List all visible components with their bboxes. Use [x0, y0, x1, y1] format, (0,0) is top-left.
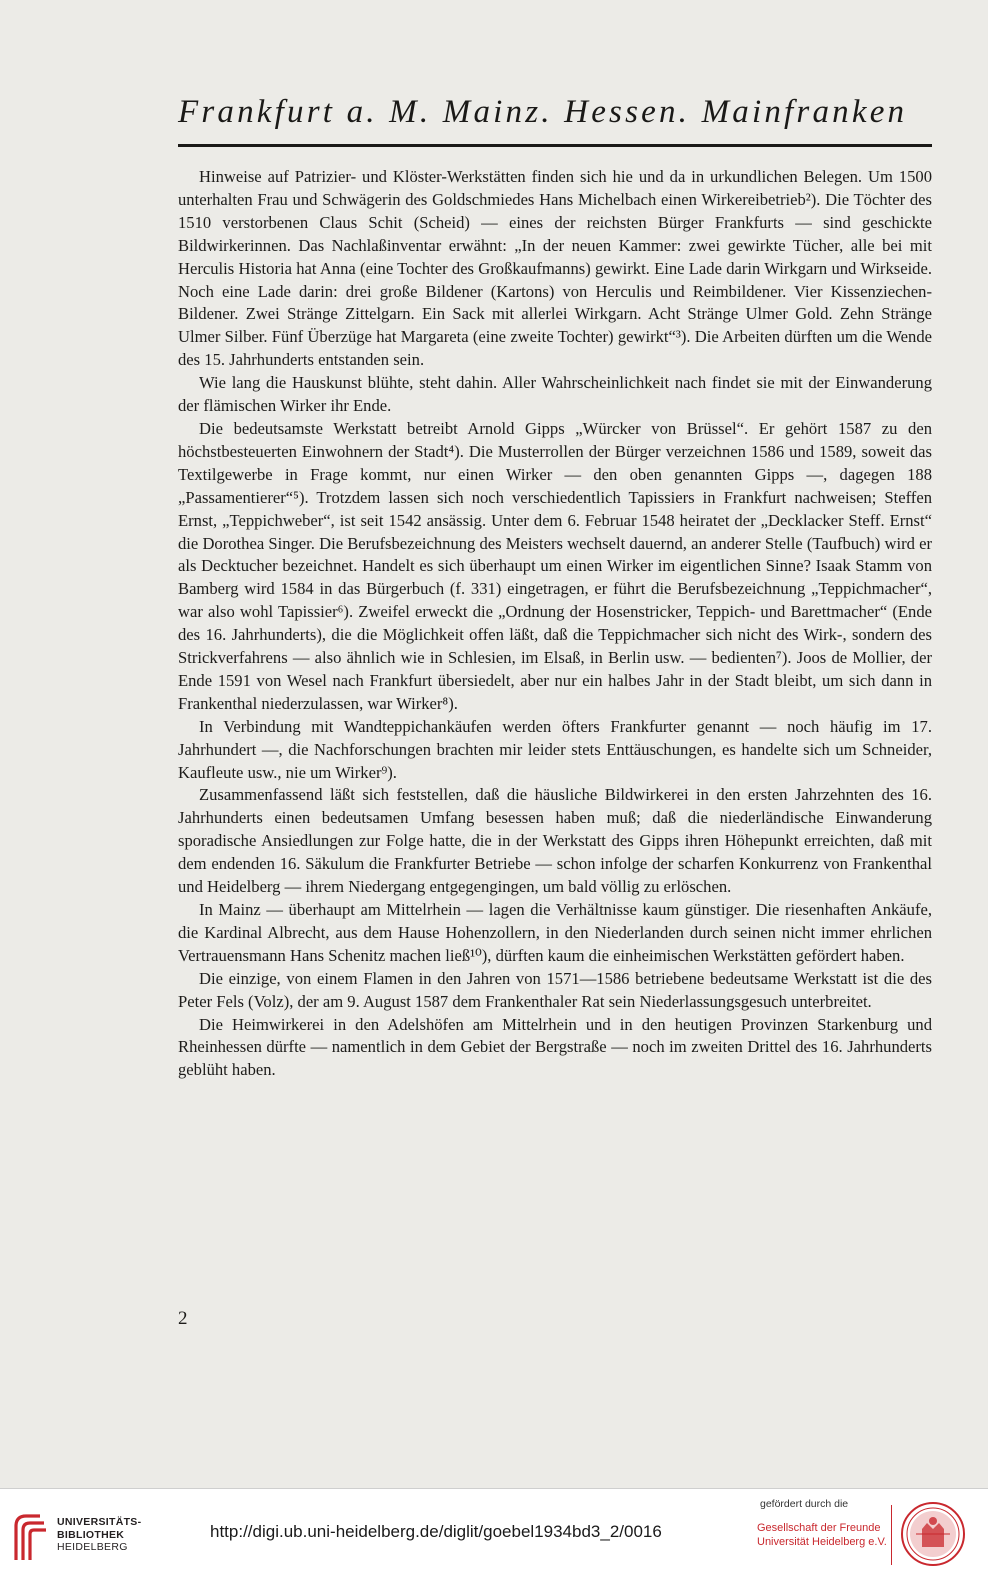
paragraph-8: Die Heimwirkerei in den Adelshöfen am Mittelrhein und in den heutigen Provinzen Starkenburg und Rheinhessen dürfte — namentlich in dem Gebiet der Bergstraße — noch im zweiten Drittel des 16. Jahrhunderts geblüht haben. [178, 1014, 932, 1080]
running-head: Frankfurt a. M. Mainz. Hessen. Mainfranken [178, 94, 908, 130]
permalink-url[interactable]: http://digi.ub.uni-heidelberg.de/diglit/goebel1934bd3_2/0016 [210, 1522, 662, 1541]
paragraph-2: Wie lang die Hauskunst blühte, steht dahin. Aller Wahrscheinlichkeit nach findet sie mit der Einwanderung der flämischen Wirker ihr Ende. [178, 373, 932, 416]
library-name-line1: UNIVERSITÄTS- [57, 1516, 142, 1528]
sponsor-name-line1: Gesellschaft der Freunde [757, 1522, 881, 1534]
ub-heidelberg-logo-icon[interactable] [10, 1510, 50, 1566]
sponsor-divider [891, 1505, 892, 1565]
library-name [57, 1516, 141, 1554]
paragraph-3: Die bedeutsamste Werkstatt betreibt Arnold Gipps „Würcker von Brüssel“. Er gehört 1587 zu den höchstbesteuerten Einwohnern der Stadt⁴). Die Musterrollen der Bürger verzeichnen 1586 und 1589, soweit das Textilgewerbe in Frage kommt, nur einen Wirker — den oben genannten Gipps —, dagegen 188 „Passamentierer“⁵). Trotzdem lassen sich noch verschiedentlich Tapissiers in Frankfurt nachweisen; Steffen Ernst, „Teppichweber“, ist seit 1542 ansässig. Unter dem 6. Februar 1548 heiratet der „Decklacker Steff. Ernst“ die Dorothea Singer. Die Berufsbezeichnung des Meisters wechselt dauernd, an anderer Stelle (Taufbuch) wird er als Decktucher bezeichnet. Handelt es sich überhaupt um einen Wirker im eigentlichen Sinne? Isaak Stamm von Bamberg wird 1584 in das Bürgerbuch (f. 331) eingetragen, er führt die Berufsbezeichnung „Teppichmacher“, war also wohl Tapissier⁶). Zweifel erweckt die „Ordnung der Hosenstricker, Teppich- und Barettmacher“ (Ende des 16. Jahrhunderts), die die Möglichkeit offen läßt, daß die Teppichmacher sich nicht des Wirk-, sondern des Strickverfahrens — also ähnlich wie in Schlesien, im Elsaß, in Berlin usw. — bedienten⁷). Joos de Mollier, der Ende 1591 von Wesel nach Frankfurt übersiedelt, aber nur ein halbes Jahr in der Stadt bleibt, um sich dann in Frankenthal niederzulassen, war Wirker⁸). [178, 418, 932, 713]
paragraph-1: Hinweise auf Patrizier- und Klöster-Werkstätten finden sich hie und da in urkundlichen Belegen. Um 1500 unterhalten Frau und Schwägerin des Goldschmiedes Hans Michelbach einen Wirkereibetrieb²). Die Töchter des 1510 verstorbenen Claus Schit (Scheid) — eines der reichsten Bürger Frankfurts — sind geschickte Bildwirkerinnen. Das Nachlaßinventar erwähnt: „In der neuen Kammer: zwei gewirkte Tücher, alle bei mit Herculis Historia hat Anna (eine Tochter des Großkaufmanns) gewirkt. Eine Lade darin Wirkgarn und Wirkseide. Noch eine Lade darin: drei große Bildener (Kartons) von Herculis und Reimbildener. Vier Kissenziechen-Bildener. Zwei Stränge Zittelgarn. Ein Sack mit allerlei Wirkgarn. Acht Stränge Ulmer Gold. Zehn Stränge Ulmer Silber. Fünf Überzüge hat Margareta (eine zweite Tochter) gewirkt“³). Die Arbeiten dürften um die Wende des 15. Jahrhunderts entstanden sein. [178, 167, 932, 370]
funded-by-label: gefördert durch die [760, 1498, 849, 1510]
header-rule [178, 144, 932, 147]
sponsor-name[interactable] [757, 1521, 887, 1549]
paragraph-7: Die einzige, von einem Flamen in den Jahren von 1571—1586 betriebene bedeutsame Werkstatt ist die des Peter Fels (Volz), der am 9. August 1587 dem Frankenthaler Rat sein Niederlassungsgesuch unterbreitet. [178, 968, 932, 1011]
sponsor-name-line2: Universität Heidelberg e.V. [757, 1536, 887, 1548]
university-seal-icon [900, 1501, 966, 1567]
page-number: 2 [178, 1308, 188, 1329]
body-text [178, 166, 932, 1082]
library-name-line3: HEIDELBERG [57, 1541, 128, 1553]
library-name-line2: BIBLIOTHEK [57, 1528, 125, 1541]
paragraph-4: In Verbindung mit Wandteppichankäufen werden öfters Frankfurter genannt — noch häufig im 17. Jahrhundert —, die Nachforschungen brachten mir leider stets Enttäuschungen, es handelte sich um Schneider, Kaufleute usw., nie um Wirker⁹). [178, 716, 932, 782]
paragraph-6: In Mainz — überhaupt am Mittelrhein — lagen die Verhältnisse kaum günstiger. Die riesenhaften Ankäufe, die Kardinal Albrecht, aus dem Hause Hohenzollern, in den Niederlanden durch seinen nicht immer ehrlichen Vertrauensmann Hans Schenitz machen ließ¹⁰), dürften kaum die einheimischen Werkstätten gefördert haben. [178, 900, 932, 965]
paragraph-5: Zusammenfassend läßt sich feststellen, daß die häusliche Bildwirkerei in den ersten Jahrzehnten des 16. Jahrhunderts einen bedeutsamen Umfang besessen haben muß; daß die niederländische Einwanderung sporadische Ansiedlungen zur Folge hatte, die in der Werkstatt des Gipps ihren Höhepunkt erreichten, daß mit dem endenden 16. Säkulum die Frankfurter Betriebe — schon infolge der scharfen Konkurrenz von Frankenthal und Heidelberg — ihrem Niedergang entgegengingen, um bald völlig zu erlöschen. [178, 785, 932, 897]
